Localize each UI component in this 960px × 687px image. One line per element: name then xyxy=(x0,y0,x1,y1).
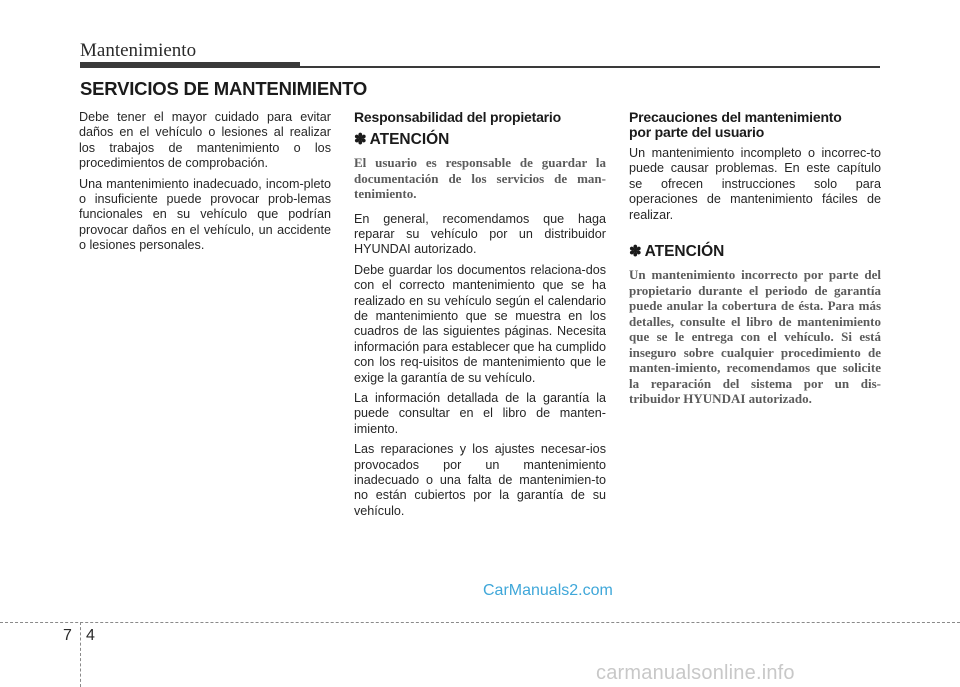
warning-star-icon: ✽ xyxy=(629,243,642,261)
body-paragraph: Un mantenimiento incompleto o incorrec-to puede causar problemas. En este capítulo se ofrecen instrucciones solo para operaciones de mantenimiento fáciles de realizar. xyxy=(629,146,881,222)
section-title: SERVICIOS DE MANTENIMIENTO xyxy=(80,78,368,99)
chapter-number: 7 xyxy=(63,627,72,644)
warning-text: Un mantenimiento incorrecto por parte del propietario durante el periodo de garantía puede anular la cobertura de ésta. Para más detalles, consulte el libro de mantenimiento que se le entrega con el vehículo. Si está inseguro sobre cualquier procedimiento de manten-imiento, recomendamos que solicite la reparación del sistema por un dis-tribuidor HYUNDAI autorizado. xyxy=(629,267,881,407)
column-2 xyxy=(354,110,606,524)
intro-paragraph: Una mantenimiento inadecuado, incom-pleto o insuficiente puede provocar prob-lemas funcionales en su vehículo que podrían provocar daños en el vehículo, un accidente o lesiones personales. xyxy=(79,176,331,253)
body-paragraph: Debe guardar los documentos relaciona-dos con el correcto mantenimiento que se ha realizado en su vehículo según el calendario de mantenimiento que se muestra en los cuadros de las siguientes páginas. Necesita información para establecer que ha cumplido con los req-uisitos de mantenimiento que le exige la garantía de su vehículo. xyxy=(354,262,606,385)
body-paragraph: Las reparaciones y los ajustes necesar-ios provocados por un mantenimiento inadecuado o una falta de mantenimien-to no están cubiertos por la garantía de su vehículo. xyxy=(354,442,606,518)
header-accent-bar xyxy=(80,62,300,68)
header-rule xyxy=(300,66,880,68)
warning-star-icon: ✽ xyxy=(354,131,367,148)
column-3 xyxy=(629,110,881,417)
warning-text: El usuario es responsable de guardar la documentación de los servicios de man-tenimiento. xyxy=(354,155,606,201)
warning-title: ATENCIÓN xyxy=(644,243,725,261)
watermark-link[interactable]: CarManuals2.com xyxy=(483,582,613,599)
body-paragraph: La información detallada de la garantía la puede consultar en el libro de manten-imiento. xyxy=(354,390,606,436)
heading-line-1: Precauciones del mantenimiento xyxy=(629,109,842,125)
page-number: 4 xyxy=(86,627,95,644)
chapter-header-title: Mantenimiento xyxy=(80,40,197,61)
footer-rule xyxy=(0,622,960,623)
owner-responsibility-heading: Responsabilidad del propietario xyxy=(354,109,561,125)
heading-line-2: por parte del usuario xyxy=(629,124,765,140)
footer-divider xyxy=(80,622,81,687)
owner-maintenance-heading xyxy=(629,110,881,140)
column-1 xyxy=(79,110,331,259)
intro-paragraph: Debe tener el mayor cuidado para evitar daños en el vehículo o lesiones al realizar los trabajos de mantenimiento o los procedimientos de comprobación. xyxy=(79,110,331,171)
warning-heading xyxy=(629,243,881,261)
watermark-bottom: carmanualsonline.info xyxy=(596,662,795,684)
warning-heading xyxy=(354,131,606,149)
body-paragraph: En general, recomendamos que haga reparar su vehículo por un distribuidor HYUNDAI autorizado. xyxy=(354,211,606,257)
warning-title: ATENCIÓN xyxy=(369,131,450,148)
